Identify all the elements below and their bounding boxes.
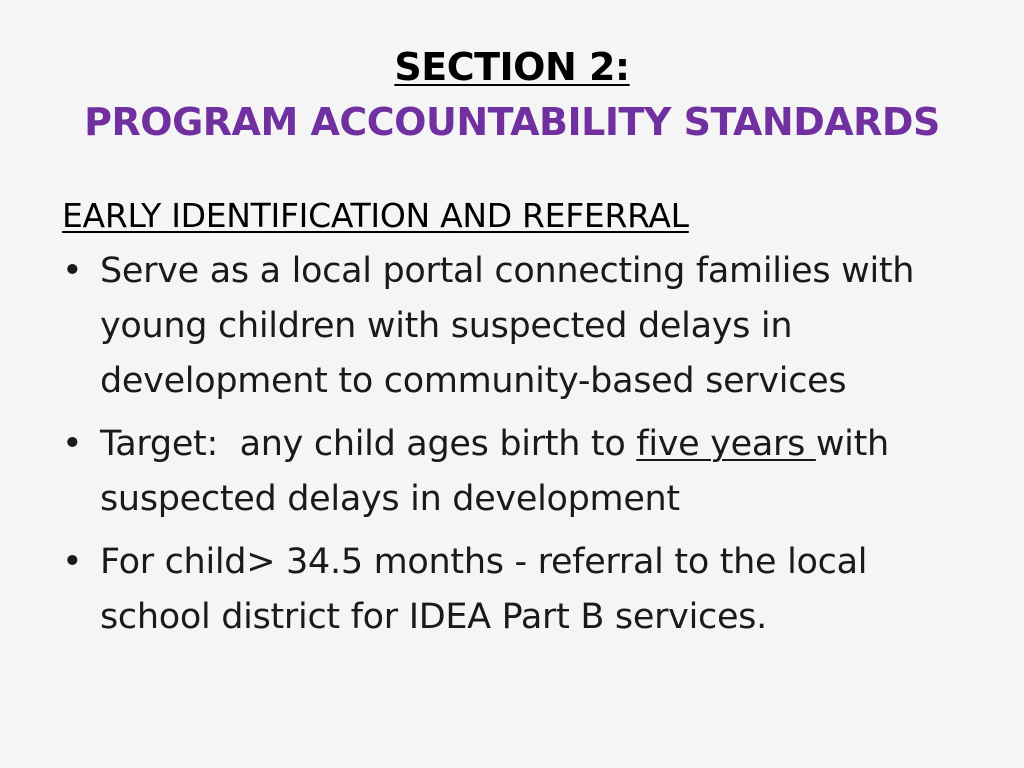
bullet-text-prefix: Target: any child ages birth to [100, 424, 637, 464]
bullet-text-emphasis: five years [636, 424, 816, 464]
bullet-text: Serve as a local portal connecting families with young children with suspected delays in development to community-based services [100, 251, 915, 401]
bullet-text: For child> 34.5 months - referral to the local school district for IDEA Part B services. [100, 542, 868, 637]
section-name-title: PROGRAM ACCOUNTABILITY STANDARDS [84, 100, 940, 144]
bullet-icon: • [62, 424, 83, 464]
bullet-list [62, 244, 982, 645]
bullet-item-portal [62, 244, 982, 409]
slide-content [62, 192, 982, 653]
bullet-text-suffix: with suspected delays in development [100, 424, 889, 519]
section-heading: EARLY IDENTIFICATION AND REFERRAL [62, 196, 689, 235]
bullet-icon: • [62, 542, 83, 582]
slide-title [0, 40, 1024, 150]
bullet-item-referral [62, 535, 982, 645]
bullet-item-target [62, 417, 982, 527]
section-number-title: SECTION 2: [394, 45, 630, 89]
bullet-icon: • [62, 251, 83, 291]
